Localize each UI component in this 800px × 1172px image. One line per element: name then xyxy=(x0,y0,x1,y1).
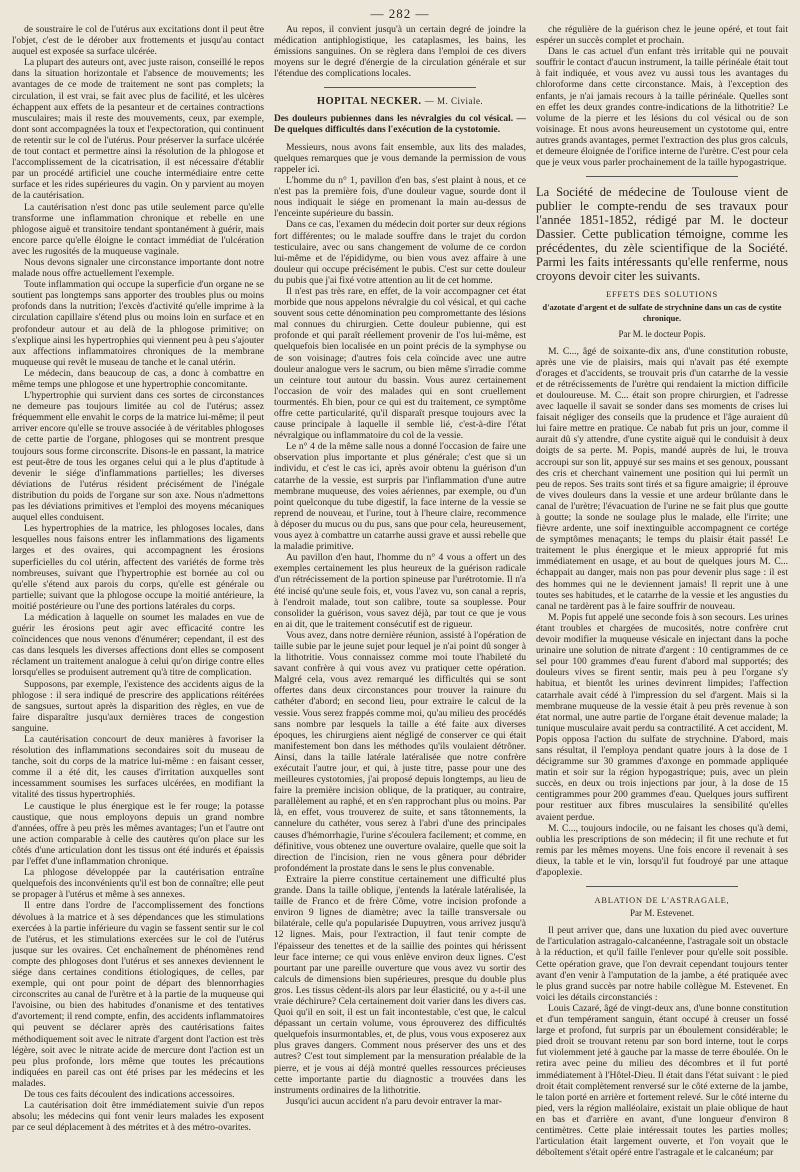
section-title-text: HOPITAL NECKER. xyxy=(316,96,422,108)
paragraph: Vous avez, dans notre dernière réunion, assisté à l'opération de taille subie par le jeune sujet pour lequel je n'ai point dû songer à la lithotritie. Vous connaissez comme moi toute l'habileté du savant confrère à qui vous avez vu pratiquer cette opération. Malgré cela, vous avez remarqué les difficultés qui se sont offertes dans deux circonstances pour trouver la rainure du cathéter d'abord; en second lieu, pour extraire le calcul de la vessie. Vous serez frappés comme moi, qu'au milieu des procédés sans nombre par lesquels la taille a été faite aux diverses époques, les chirurgiens aient négligé de conserver ce qui était manifestement bon dans les méthodes qu'ils voulaient détrôner. Ainsi, dans la taille latérale latéralisée que notre confrère exécutait l'autre jour, et qui, à juste titre, passe pour une des meilleures cystotomies, j'ai proposé depuis longtemps, au lieu de faire la première incision oblique, de la pratiquer, au contraire, parallèlement au raphé, et en s'en rapprochant plus ou moins. Par là, en effet, vous trouverez de suite, et sans tâtonnements, la cannelure du cathéter, vous serez à l'abri d'une des principales causes d'hémorrhagie, l'urine s'écoulera facilement; et comme, en définitive, vous obtenez une ouverture ovalaire, quelle que soit la direction de l'incision, rien ne vous gênera pour débrider profondément la prostate dans le sens le plus convenable. xyxy=(274,629,526,874)
paragraph: Supposons, par exemple, l'existence des accidents aigus de la phlogose : il sera indiqué de prescrire des applications réitérées de sangsues, surtout après la disparition des règles, en vue de faire disparaître jusqu'aux dernières traces de congestion sanguine. xyxy=(12,678,264,734)
paragraph: Jusqu'ici aucun accident n'a paru devoir entraver la mar- xyxy=(286,1095,502,1107)
effets-subtitle: d'azotate d'argent et de sulfate de strychnine dans un cas de cystite chronique. xyxy=(542,303,782,324)
column-middle-body xyxy=(274,142,526,1107)
astragale-author: Par M. Estevenet. xyxy=(630,908,694,919)
paragraph: La phlogose développée par la cautérisation entraîne quelquefois des inconvénients qu'il est bon de connaître; elle peut se propager à l'utérus et même à ses annexes. xyxy=(12,867,264,901)
paragraph: La plupart des auteurs ont, avec juste raison, conseillé le repos dans la situation horizontale et l'absence de mouvements; les avantages de ce mode de traitement ne sont pas complets; la circulation, il est vrai, se fait avec plus de facilité, et les ulcères échappent aux effets de la pesanteur et de certaines contractions musculaires; mais il reste des mouvements, ceux, par exemple, dont sont accompagnées la toux et l'expectoration, qui continuent de retentir sur le col de l'utérus. Pour préserver la surface ulcérée de tout contact et permettre ainsi la résolution de la phlogose et l'accomplissement de la cicatrisation, il est nécessaire d'établir par un procédé artificiel une couche intermédiaire entre cette surface et les rides supérieures du vagin. On y parvient au moyen de la cautérisation. xyxy=(12,57,264,202)
paragraph: M. C..., âgé de soixante-dix ans, d'une constitution robuste, après une vie de plaisirs, mais qui n'avait pas été exempte d'orages et d'accidents, se trouvait pris d'un catarrhe de la vessie et de rétrécissements de l'urètre qui rendaient la miction difficile et douloureuse. M. C... était son propre chirurgien, et l'adresse avec laquelle il savait se sonder dans ses moments de crises lui faisait négliger des conseils que la prudence et l'âge auraient dû lui faire mettre en pratique. Ce nabab fut pris un jour, comme il aurait dû s'y attendre, d'une cystite aiguë qui le conduisit à deux doigts de sa perte. M. Popis, mandé auprès de lui, le trouva accroupi sur son lit, appuyé sur ses mains et ses genoux, poussant des cris et cherchant vainement une position qui lui permît un peu de repos. Ses traits sont tirés et sa figure amaigrie; il éprouve de vives douleurs dans la vessie et une ardeur brûlante dans le canal de l'urètre; l'évacuation de l'urine ne se fait plus que goutte à goutte; la sonde ne soulage plus le malade, elle l'irrite; une fièvre ardente, une soif inextinguible accompagnent ce cortége de symptômes menaçants; le temps du plaisir était passé! Le traitement le plus énergique et le mieux approprié fut mis immédiatement en usage, et au bout de quelques jours M. C... échappait au danger, mais non pas pour devenir plus sage : il est des hommes qui ne le deviennent jamais! Il reprit une à une toutes ses habitudes, et le catarrhe de la vessie et les angusties du canal ne tardèrent pas à le faire souffrir de nouveau. xyxy=(536,345,788,612)
paragraph: M. C..., toujours indocile, ou ne faisant les choses qu'à demi, oublia les prescriptions de son médecin; il fit une rechute et fut remis par les mêmes moyens. Une fois encore il revenait à ses dieux, la table et le vin, lorsqu'il fut foudroyé par une attaque d'apoplexie. xyxy=(536,822,788,878)
paragraph: La médication à laquelle on soumet les malades en vue de guérir les érosions peut agir avec efficacité contre les coïncidences que nous venons d'énumérer; cependant, il est des cas dans lesquels les diverses affections dont elles se composent réclament un traitement analogue à celui qu'on dirige contre elles lorsqu'elles se produisent autrement qu'à titre de complication. xyxy=(12,611,264,679)
column-right xyxy=(536,24,788,1164)
page-number: — 282 — xyxy=(370,6,430,21)
columns xyxy=(12,24,788,1164)
column-right-part-b xyxy=(536,346,788,879)
paragraph: Le caustique le plus énergique est le fer rouge; la potasse caustique, que nous employons depuis un grand nombre d'années, offre à peu près les mêmes avantages; l'un et l'autre ont une action comparable à celle des cautères qu'on place sur les côtés d'une articulation dont les tissus ont été indurés et épaissis par l'effet d'une inflammation chronique. xyxy=(12,800,264,868)
section-byline: — M. Civiale. xyxy=(424,96,484,107)
intro-paragraph: Au repos, il convient jusqu'à un certain degré de joindre la médication antiphlogistique, les cataplasmes, les bains, les émissions sanguines. On se règlera dans l'emploi de ces divers moyens sur le degré d'énergie de la circulation générale et sur l'étendue des complications locales. xyxy=(274,24,526,80)
paragraph: La cautérisation concourt de deux manières à favoriser la résolution des inflammations secondaires soit du museau de tanche, soit du corps de la matrice lui-même : en faisant cesser, comme il a été dit, les causes d'irritation auxquelles sont incessamment soumises les surfaces ulcérées, en modifiant la vitalité des tissus hypertrophiés. xyxy=(12,734,264,801)
paragraph: Les hypertrophies de la matrice, les phlogoses locales, dans lesquelles nous faisons entrer les inflammations des ligaments larges et des ovaires, qui accompagnent les érosions superficielles du col utérin, affectent des variétés de forme très nombreuses, suivant que l'hypertrophie est bornée au col ou qu'elle s'étend aux parois du corps, qu'elle est générale ou partielle; suivant que la phlogose occupe la moitié antérieure, la moitié postérieure ou l'une des portions latérales du corps. xyxy=(12,523,264,612)
lead-paragraph: La Société de médecine de Toulouse vient de publier le compte-rendu de ses travaux pour l'année 1851-1852, rédigé par M. le docteur Dassier. Cette publication témoigne, comme les précédentes, du zèle scientifique de la Société. Parmi les faits intéressants qu'elle renferme, nous croyons devoir citer les suivants. xyxy=(536,185,788,284)
top-paragraph: che régulière de la guérison chez le jeune opéré, et tout fait espérer un succès complet et prochain. xyxy=(536,24,788,47)
paragraph: Le n° 4 de la même salle nous a donné l'occasion de faire une observation plus importante et plus générale; c'est que si un individu, et c'est le cas ici, après avoir obtenu la guérison d'un catarrhe de la vessie, est surpris par l'inflammation d'une autre membrane muqueuse, des voies aériennes, par exemple, ou d'un point quelconque du tube digestif, la face interne de la vessie se reprend de nouveau, et l'urine, tout à l'heure claire, recommence à déposer du mucus ou du pus, sans que pour cela, heureusement, vous ayez à combattre un catarrhe aussi grave et aussi rebelle que la maladie primitive. xyxy=(274,441,526,553)
column-right-part-a xyxy=(536,46,788,168)
paragraph: Il n'est pas très rare, en effet, de la voir accompagner cet état morbide que nous appelons névralgie du col vésical, et qui cache souvent sous cette dénomination peu compromettante des lésions mal connues du chirurgien. Cette douleur pubienne, qui est profonde et qui paraît réellement provenir de l'os lui-même, est quelquefois bien localisée en un point précis de la symphyse ou de son voisinage; d'autres fois cela coïncide avec une autre douleur analogue vers le sacrum, ou bien même s'irradie comme un ceinture tout autour du bassin. Vous aurez certainement l'occasion de voir des malades qui en sont cruellement tourmentés. Eh bien, pour ce qui est du traitement, ce symptôme offre cette particularité, qu'il disparaît presque toujours avec la cause principale à laquelle il semble lié, c'est-à-dire l'état névralgique ou inflammatoire du col de la vessie. xyxy=(274,285,526,442)
section-divider xyxy=(586,886,737,887)
paragraph: Le médecin, dans beaucoup de cas, a donc à combattre en même temps une phlogose et une hypertrophie concomitante. xyxy=(12,367,264,390)
column-right-part-c xyxy=(536,925,788,1158)
paragraph: L'hypertrophie qui survient dans ces sortes de circonstances ne demeure pas toujours limitée au col de l'utérus; assez fréquemment elle envahit le corps de la matrice lui-même; il peut arriver encore qu'elle se trouve associée à de véritables phlogoses de cette partie de l'organe, phlogoses qui se montrent presque toujours sous forme circonscrite. Disons-le en passant, la matrice est peut-être de tous les organes celui qui a le plus d'aptitude à devenir le siége d'inflammations partielles; les diverses déviations de l'utérus résident précisément de l'inégale distribution du poids de l'organe sur son axe. Nous n'admettons pas les déviations primitives et l'emploi des moyens mécaniques auquel elles conduisent. xyxy=(12,390,264,524)
paragraph: Nous devons signaler une circonstance importante dont notre malade nous offre actuellement l'exemple. xyxy=(12,256,264,280)
paragraph: Messieurs, nous avons fait ensemble, aux lits des malades, quelques remarques que je vous demande la permission de vous rappeler ici. xyxy=(274,141,526,175)
column-left xyxy=(12,24,264,1164)
paragraph: Au pavillon d'en haut, l'homme du n° 4 vous a offert un des exemples certainement les plus heureux de la guérison radicale d'un rétrécissement de la portion spineuse par l'urétrotomie. Il n'a été incisé qu'une seule fois, et, vous l'avez vu, son canal a repris, à l'endroit malade, tout son calibre, toute sa souplesse. Pour consolider la guérison, vous savez déjà, par tout ce que je vous en ai dit, que le traitement consécutif est de rigueur. xyxy=(274,552,526,630)
effets-title: EFFETS DES SOLUTIONS xyxy=(606,290,718,300)
paragraph: Toute inflammation qui occupe la superficie d'un organe ne se soutient pas longtemps sans apporter des troubles plus ou moins profonds dans la nutrition; l'excès d'activité qu'elle imprime à la circulation capillaire s'étend plus ou moins loin en surface et en profondeur autour et au delà de la phlogose primitive; on s'explique ainsi les hypertrophies qui viennent peu à peu s'ajouter aux affections inflammatoires chroniques de la membrane muqueuse qui revêt le museau de tanche et le canal utérin. xyxy=(12,279,264,368)
column-middle xyxy=(274,24,526,1164)
paragraph: Dans ce cas, l'examen du médecin doit porter sur deux régions fort différentes; ou le malade souffre dans le trajet du cordon testiculaire, avec ou sans changement de volume de ce cordon lui-même et de l'épididyme, ou bien vous avez affaire à une douleur qui occupe précisément le pubis. C'est sur cette douleur du pubis que j'ai fixé votre attention au lit de cet homme. xyxy=(274,219,526,286)
paragraph: L'homme du n° 1, pavillon d'en bas, s'est plaint à nous, et ce n'est pas la première fois, d'une douleur vague, sourde dont il nous indiquait le siége en promenant la main au-dessus de l'enceinte supérieure du bassin. xyxy=(274,175,526,220)
section-subtitle: Des douleurs pubiennes dans les névralgies du col vésical. — De quelques difficultés dans l'exécution de la cystotomie. xyxy=(274,113,526,135)
paragraph: Extraire la pierre constitue certainement une difficulté plus grande. Dans la taille oblique, j'entends la latérale latéralisée, la taille de Franco et de frère Côme, votre incision profonde a environ 9 lignes de diamètre; avec la taille transversale ou bilatérale, celle qu'a popularisée Dupuytren, vous arrivez jusqu'à 12 lignes. Mais, pour l'extraction, il faut tenir compte de l'épaisseur des tenettes et de la saillie des pointes qui hérissent leur face interne; ce qui vous enlève environ deux lignes. C'est pourtant par une pareille ouverture que vous avez vu sortir des calculs de dimensions bien supérieures, presque du double plus gros. Les tissus cèdent-ils alors par leur élasticité, ou y a-t-il une vraie déchirure? Cela certainement doit varier dans les divers cas. Quoi qu'il en soit, il est un fait incontestable, c'est que, le calcul dépassant un certain volume, vous éprouverez des difficultés quelquefois insurmontables, et, de plus, vous vous exposerez aux plus graves dangers. Comment nous préserver des uns et des autres? C'est tout simplement par la mensuration préalable de la pierre, et je vous ai déjà montré quelles ressources précieuses cette importante partie du diagnostic a trouvées dans les instruments ordinaires de la lithotritie. xyxy=(274,873,526,1096)
paragraph: De tous ces faits découlent des indications accessoires. xyxy=(24,1089,235,1100)
paragraph: Il entre dans l'ordre de l'accomplissement des fonctions dévolues à la matrice et à ses dépendances que les stimulations exercées à la partie inférieure du vagin se fassent sentir sur le col de l'utérus, et les stimulations exercées sur le col de l'utérus jusque sur les ovaires. Cet enchaînement de phénomènes rend compte des phlogoses dont l'utérus et ses annexes deviennent le siége dans certaines conditions étiologiques, de celles, par exemple, qui ont pour point de départ des blennorrhagies circonscrites au canal de l'urètre et à la partie de la muqueuse qui l'avoisine, ou bien des habitudes d'onanisme et des tentatives d'avortement; il rend compte, enfin, des accidents inflammatoires qui peuvent se déclarer après des cautérisations faites méthodiquement soit avec le nitrate d'argent dont l'action est très légère, soit avec le nitrate acide de mercure dont l'action est un peu plus profonde, lors même que toutes les précautions indiquées en pareil cas ont été prises par les médecins et les malades. xyxy=(12,900,264,1089)
paragraph: M. Popis fut appelé une seconde fois à son secours. Les urines étant troubles et chargées de mucosités, notre confrère crut devoir modifier la muqueuse vésicale en injectant dans la poche urinaire une solution de nitrate d'argent : 10 centigrammes de ce sel pour 100 grammes d'eau furent d'abord mal supportés; des douleurs vives se firent sentir, mais peu à peu l'organe s'y habitua, et bientôt les urines devinrent limpides; l'affection catarrhale avait cédé à l'impression du sel d'argent. Mais si la membrane muqueuse de la vessie était à peu près revenue à son état normal, une autre partie de l'organe était devenue malade; la tunique musculaire avait perdu sa contractilité. A cet accident, M. Popis opposa l'action du sulfate de strychnine. D'abord, mais sans résultat, il l'employa pendant quatre jours à la dose de 1 décigramme sur 30 grammes d'axonge en pommade appliquée matin et soir sur la région hypogastrique; puis, avec un plein succès, en deux ou trois injections par jour, à la dose de 15 centigrammes pour 200 grammes d'eau. Quelques jours suffirent pour restituer aux fibres musculaires la sensibilité qu'elles avaient perdue. xyxy=(536,611,788,823)
effets-author: Par M. le docteur Popis. xyxy=(618,328,706,339)
paragraph: La cautérisation doit être immédiatement suivie d'un repos absolu; les médecins qui font venir leurs malades les exposent par ce seul déplacement à des métrites et à des métro-ovarites. xyxy=(12,1100,264,1134)
section-title xyxy=(274,96,526,107)
paragraph: de soustraire le col de l'utérus aux excitations dont il peut être l'objet, c'est de le dérober aux frottements et jusqu'au contact auquel est exposée sa surface ulcérée. xyxy=(12,24,264,58)
paragraph: Il peut arriver que, dans une luxation du pied avec ouverture de l'articulation astragalo-calcanéenne, l'astragale soit un obstacle à la réduction, et qu'il faille l'enlever pour qu'elle soit possible. Cette opération grave, que l'on devrait cependant toujours tenter avant d'en venir à l'amputation de la jambe, a été pratiquée avec le plus grand succès par notre habile collègue M. Estevenet. En voici les détails circonstanciés : xyxy=(536,925,788,1003)
section-divider xyxy=(586,176,737,177)
section-divider xyxy=(324,87,475,88)
paragraph: La cautérisation n'est donc pas utile seulement parce qu'elle transforme une inflammation chronique et rebelle en une phlogose aiguë et transitoire tendant spontanément à guérir, mais encore parce qu'elle éloigne le contact immédiat de l'ulcération avec les rugosités de la muqueuse vaginale. xyxy=(12,201,264,257)
astragale-title: ABLATION DE L'ASTRAGALE, xyxy=(594,896,730,906)
paragraph: Dans le cas actuel d'un enfant très irritable qui ne pouvait souffrir le contact d'aucun instrument, la taille périnéale était tout à fait indiquée, et vous avez vu aussi tous les avantages du chloroforme dans cette circonstance. Mais, à l'exception des enfants, je n'ai jamais recours à la taille périnéale. Quelles sont en effet les deux grandes contre-indications de la lithotritie? Le volume de la pierre et les lésions du col vésical ou de son voisinage. Et nous avons heureusement un cystotome qui, entre autres grands avantages, permet l'extraction des plus gros calculs, et demeure éloignée de l'orifice interne de l'urètre. C'est pour cela que je veux vous parler prochainement de la taille hypogastrique. xyxy=(536,46,788,169)
paragraph: Louis Cazaré, âgé de vingt-deux ans, d'une bonne constitution et d'un tempérament sanguin, étant occupé à creuser un fossé large et profond, fut surpris par un éboulement considérable; le pied droit se trouvant retenu par son bord interne, tout le corps fut violemment jeté à gauche par la masse de terre éboulée. On le retira avec peine du milieu des décombres et il fut porté immédiatement à l'Hôtel-Dieu. Il était dans l'état suivant : le pied droit était complètement renversé sur le côté externe de la jambe, le talon porté en arrière et fortement relevé. Sur le côté interne du pied, vers la région malléolaire, existait un plaie oblique de haut en bas et d'arrière en avant, d'une longueur d'environ 8 centimètres. Cette plaie intéressait toutes les parties molles; l'articulation était largement ouverte, et l'on voyait que le déboîtement s'était opéré entre l'astragale et le calcanéum; par xyxy=(536,1002,788,1159)
